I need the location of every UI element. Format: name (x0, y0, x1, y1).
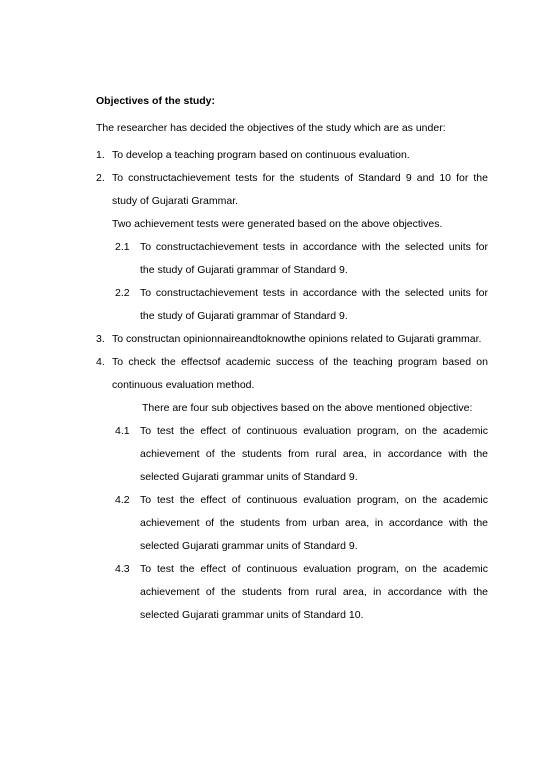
sub-objective-text: To constructachievement tests in accordance with the selected units for the study of Gujarati grammar of Standard 9. (140, 241, 488, 276)
sub-objective-text: To test the effect of continuous evaluation program, on the academic achievement of the students from rural area, in accordance with the selected Gujarati grammar units of Standard 10. (140, 563, 488, 621)
sub-objective-text: To test the effect of continuous evaluation program, on the academic achievement of the students from rural area, in accordance with the selected Gujarati grammar units of Standard 9. (140, 425, 488, 483)
sub-objective-4-2 (96, 489, 488, 558)
objective-text: To constructan opinionnaireandtoknowthe opinions related to Gujarati grammar. (112, 333, 482, 345)
section-heading: Objectives of the study: (96, 95, 216, 107)
objective-item-4 (96, 351, 488, 397)
sub-objective-4-3 (96, 558, 488, 627)
objective-text: To constructachievement tests for the students of Standard 9 and 10 for the study of Gujarati Grammar. (112, 172, 488, 207)
sub-objective-text: To constructachievement tests in accordance with the selected units for the study of Gujarati grammar of Standard 9. (140, 287, 488, 322)
sub-objective-number: 2.2 (115, 287, 130, 299)
objective-text: To check the effectsof academic success of the teaching program based on continuous evaluation method. (112, 356, 488, 391)
sub-objective-number: 4.3 (115, 563, 130, 575)
sub-objective-number: 4.1 (115, 425, 130, 437)
sub-objective-text: To test the effect of continuous evaluation program, on the academic achievement of the students from urban area, in accordance with the selected Gujarati grammar units of Standard 9. (140, 494, 488, 552)
objective-number: 3. (96, 333, 105, 345)
objective-text: To develop a teaching program based on continuous evaluation. (112, 149, 410, 161)
objective-2-note: Two achievement tests were generated based on the above objectives. (112, 218, 443, 230)
intro-paragraph: The researcher has decided the objectives of the study which are as under: (96, 122, 446, 134)
objective-item-3 (96, 328, 488, 351)
objective-4-note: There are four sub objectives based on the above mentioned objective: (142, 402, 473, 414)
objective-number: 1. (96, 149, 105, 161)
sub-objective-number: 2.1 (115, 241, 130, 253)
document-body (96, 90, 488, 627)
objective-number: 4. (96, 356, 105, 368)
objective-item-2 (96, 167, 488, 213)
sub-objective-2-2 (96, 282, 488, 328)
sub-objective-2-1 (96, 236, 488, 282)
sub-objective-number: 4.2 (115, 494, 130, 506)
objective-number: 2. (96, 172, 105, 184)
sub-objective-4-1 (96, 420, 488, 489)
objective-item-1 (96, 144, 488, 167)
